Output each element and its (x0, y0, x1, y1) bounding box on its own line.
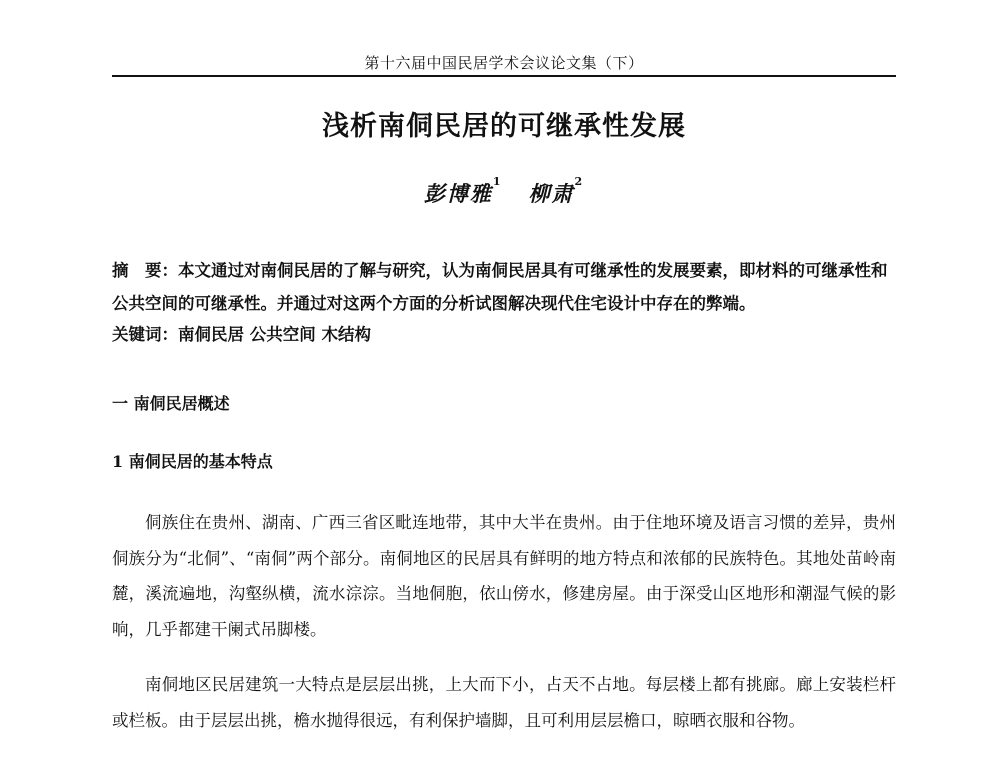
keywords-label: 关键词： (112, 325, 178, 344)
header-rule (112, 75, 896, 77)
author-name: 柳肃 (528, 181, 575, 206)
author-name: 彭博雅 (423, 181, 493, 206)
keywords (112, 318, 896, 351)
author-affiliation-mark: 2 (574, 175, 585, 188)
subsection-heading: 1 南侗民居的基本特点 (112, 452, 273, 471)
author-line (112, 175, 896, 208)
body-paragraph: 侗族住在贵州、湖南、广西三省区毗连地带，其中大半在贵州。由于住地环境及语言习惯的差异，贵州侗族分为“北侗”、“南侗”两个部分。南侗地区的民居具有鲜明的地方特点和浓郁的民族特色。其地处苗岭南麓，溪流遍地，沟壑纵横，流水淙淙。当地侗胞，依山傍水，修建房屋。由于深受山区地形和潮湿气候的影响，几乎都建干阑式吊脚楼。 (112, 513, 896, 639)
running-header: 第十六届中国民居学术会议论文集（下） (364, 54, 644, 72)
section-heading: 一 南侗民居概述 (112, 394, 230, 413)
body-paragraph: 南侗地区民居建筑一大特点是层层出挑，上大而下小，占天不占地。每层楼上都有挑廊。廊上安装栏杆或栏板。由于层层出挑，檐水抛得很远，有利保护墙脚，且可利用层层檐口，晾晒衣服和谷物。 (112, 675, 896, 730)
paper-title: 浅析南侗民居的可继承性发展 (322, 111, 686, 142)
keywords-text: 南侗民居 公共空间 木结构 (178, 325, 371, 344)
abstract-label: 摘 要： (112, 261, 178, 280)
author-affiliation-mark: 1 (492, 175, 503, 188)
abstract (112, 254, 896, 320)
abstract-text: 本文通过对南侗民居的了解与研究，认为南侗民居具有可继承性的发展要素，即材料的可继承性和公共空间的可继承性。并通过对这两个方面的分析试图解决现代住宅设计中存在的弊端。 (112, 261, 888, 313)
